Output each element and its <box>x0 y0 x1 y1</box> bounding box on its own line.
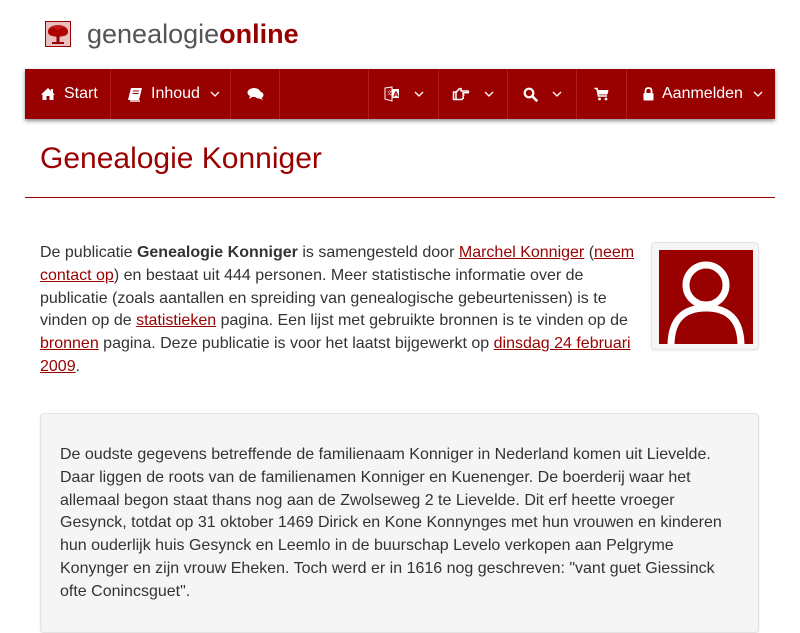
publication-name: Genealogie Konniger <box>136 244 298 261</box>
nav-language[interactable] <box>369 69 438 119</box>
translate-icon <box>384 86 400 102</box>
chevron-down-icon <box>210 91 220 97</box>
nav-start-label: Start <box>64 85 98 102</box>
search-icon <box>523 87 538 102</box>
last-updated-date-link[interactable]: dinsdag 24 februari 2009 <box>40 335 631 375</box>
site-header <box>0 0 800 68</box>
author-avatar[interactable] <box>651 242 759 350</box>
intro-text: . <box>75 357 81 375</box>
lock-icon <box>643 87 654 101</box>
intro-text: De publicatie <box>40 244 137 261</box>
title-divider <box>25 197 775 198</box>
sources-link[interactable]: bronnen <box>40 335 99 353</box>
intro-text: ( <box>584 244 595 261</box>
nav-login-label: Aanmelden <box>662 85 743 102</box>
nav-divider <box>279 69 280 119</box>
nav-inhoud[interactable] <box>111 69 230 119</box>
nav-login[interactable] <box>627 69 775 119</box>
chevron-down-icon <box>552 91 562 97</box>
contact-link[interactable]: neem contact op <box>40 244 635 284</box>
intro-text: is samengesteld door <box>297 244 459 261</box>
publication-intro <box>40 242 640 379</box>
family-history-panel <box>40 413 759 633</box>
intro-text: pagina. Een lijst met gebruikte bronnen is te vinden op de <box>216 312 628 330</box>
logo-text-online: online <box>219 19 299 49</box>
author-link[interactable]: Marchel Konniger <box>458 244 585 261</box>
svg-text:文: 文 <box>385 90 392 97</box>
nav-forum[interactable] <box>231 69 279 119</box>
page-title: Genealogie Konniger <box>40 142 322 175</box>
chevron-down-icon <box>753 91 763 97</box>
book-icon <box>127 87 143 102</box>
statistics-link[interactable]: statistieken <box>136 312 217 330</box>
cart-icon <box>594 87 609 101</box>
chevron-down-icon <box>414 91 424 97</box>
nav-start[interactable] <box>25 69 110 119</box>
comments-icon <box>247 87 264 101</box>
tree-logo-icon[interactable] <box>45 21 71 47</box>
intro-text: ) en bestaat uit 444 personen. Meer statistische informatie over de publicatie (zoals aantallen en spreiding van genealogische gebeurtenissen) is te vinden op de <box>40 266 607 330</box>
svg-text:A: A <box>392 90 399 99</box>
chevron-down-icon <box>484 91 494 97</box>
home-icon <box>40 87 56 101</box>
user-silhouette-icon <box>659 250 753 344</box>
family-history-text: De oudste gegevens betreffende de familienaam Konniger in Nederland komen uit Lievelde. Daar liggen de roots van de familienamen Konniger en Kuenenger. De boerderij waar het allemaal begon staat thans nog aan de Zwolseweg 2 te Lievelde. Dit erf heette vroeger Gesynck, totdat op 31 oktober 1469 Dirick en Kone Konnynges met hun vrouwen en kinderen hun ouderlijk huis Gesynck en Leemlo in de buurschap Levelo verkopen aan Pelgryme Konynger en zijn vrouw Eheken. Toch werd er in 1616 nog geschreven: "vant guet Giessinck ofte Conincsguet". <box>60 446 722 600</box>
site-logo[interactable] <box>87 17 299 51</box>
main-navbar <box>25 69 775 119</box>
nav-pointer-menu[interactable] <box>439 69 507 119</box>
intro-text: pagina. Deze publicatie is voor het laatst bijgewerkt op <box>98 335 494 353</box>
nav-cart[interactable] <box>577 69 626 119</box>
logo-text-genealogie: genealogie <box>87 19 220 49</box>
nav-search[interactable] <box>508 69 576 119</box>
nav-inhoud-label: Inhoud <box>151 85 200 102</box>
pointing-hand-icon <box>452 87 470 101</box>
